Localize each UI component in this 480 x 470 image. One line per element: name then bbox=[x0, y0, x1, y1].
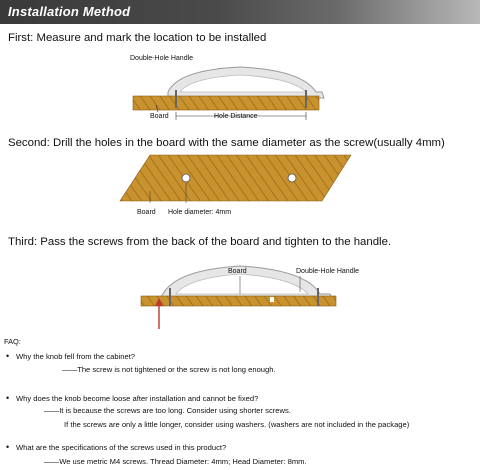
label-board-2: Board bbox=[137, 209, 156, 216]
label-board-3: Board bbox=[228, 268, 247, 275]
diagram-step2 bbox=[0, 153, 480, 208]
label-double-hole-handle-3: Double-Hole Handle bbox=[296, 268, 360, 275]
faq-question-3: • What are the specifications of the screws used in this product? bbox=[6, 442, 227, 452]
faq-question-1: • Why the knob fell from the cabinet? bbox=[6, 351, 136, 361]
step-third: Third: Pass the screws from the back of the board and tighten to the handle. bbox=[8, 236, 392, 248]
step-second: Second: Drill the holes in the board with the same diameter as the screw(usually 4mm) bbox=[8, 137, 445, 149]
hole-right bbox=[288, 174, 296, 182]
board-shape bbox=[133, 96, 319, 110]
faq-answer-2a: ——It is because the screws are too long. Consider using shorter screws. bbox=[44, 406, 291, 415]
step-first: First: Measure and mark the location to be installed bbox=[8, 32, 267, 44]
board-shape-angled bbox=[120, 155, 351, 201]
header-banner bbox=[0, 0, 480, 24]
faq-answer-3: ——We use metric M4 screws. Thread Diameter: 4mm; Head Diameter: 8mm. bbox=[44, 457, 307, 466]
label-double-hole-handle-1: Double-Hole Handle bbox=[130, 55, 194, 62]
faq-answer-1: ——The screw is not tightened or the screw is not long enough. bbox=[62, 365, 276, 374]
bullet-icon: • bbox=[6, 442, 10, 452]
faq-question-2: • Why does the knob become loose after installation and cannot be fixed? bbox=[6, 393, 259, 403]
label-board-1: Board bbox=[150, 113, 169, 120]
label-hole-distance: Hole Distance bbox=[214, 113, 258, 120]
hole-left bbox=[182, 174, 190, 182]
label-hole-diameter: Hole diameter: 4mm bbox=[168, 209, 232, 216]
bullet-icon: • bbox=[6, 351, 10, 361]
diagram-step3 bbox=[0, 254, 480, 334]
faq-answer-2b: If the screws are only a little longer, consider using washers. (washers are not included in the package) bbox=[64, 420, 410, 429]
page-title: Installation Method bbox=[8, 4, 131, 19]
bullet-icon: • bbox=[6, 393, 10, 403]
faq-title: FAQ: bbox=[4, 337, 21, 346]
